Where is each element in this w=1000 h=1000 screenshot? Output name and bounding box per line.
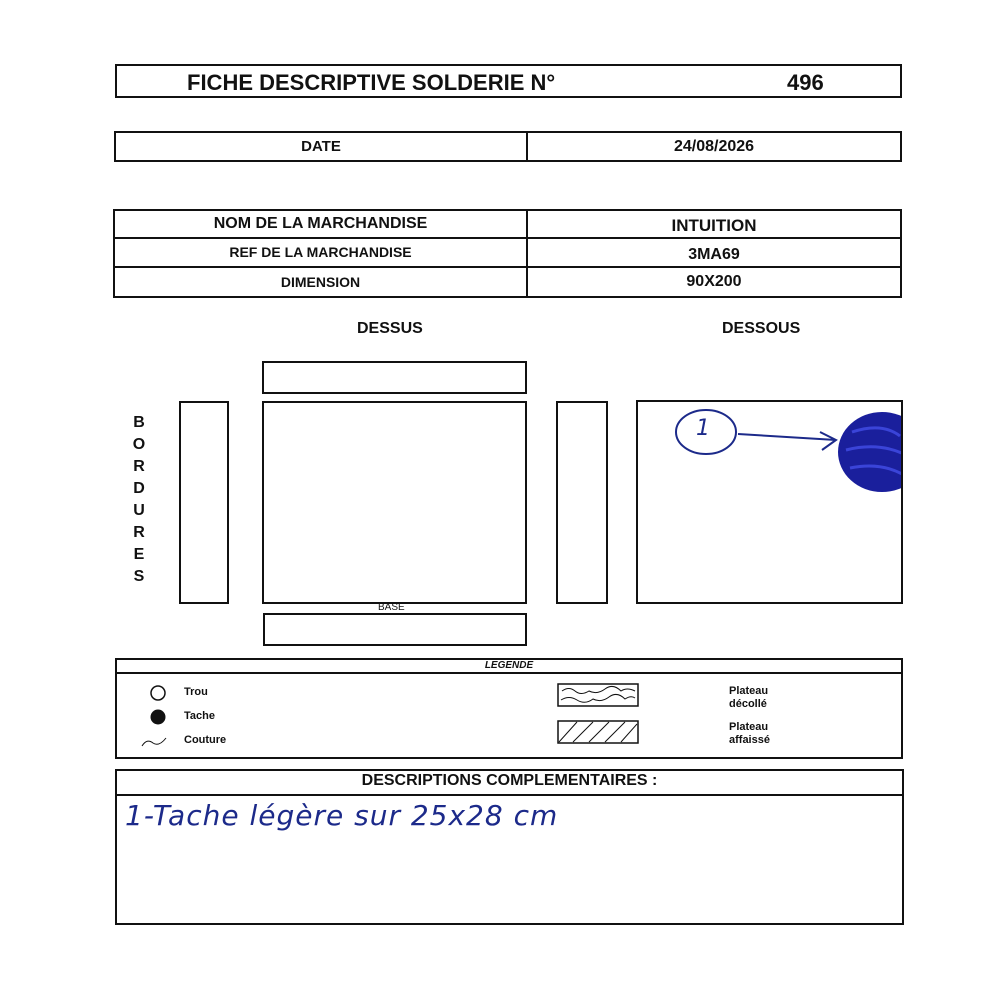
borders-vertical-label: BORDURES (132, 414, 146, 585)
product-table (113, 209, 902, 298)
product-name-value: INTUITION (671, 216, 757, 235)
hatch-pattern-icon (557, 720, 639, 744)
bottom-surface-panel (636, 400, 903, 604)
legend-tache: Tache (184, 710, 215, 722)
top-view-label: DESSUS (357, 320, 423, 337)
legend-trou: Trou (184, 686, 208, 698)
product-dimension-value: 90X200 (686, 272, 742, 290)
legend-plateau-decolle (729, 685, 768, 711)
legend-plateau-affaisse (729, 721, 770, 747)
date-value: 24/08/2026 (673, 137, 755, 155)
filled-circle-icon (149, 708, 167, 726)
legend-couture: Couture (184, 734, 227, 746)
legend-plateau-affaisse-line2: affaissé (729, 734, 770, 746)
descriptions-handwritten-text: 1-Tache légère sur 25x28 cm (125, 799, 559, 832)
date-row (114, 131, 902, 162)
date-label: DATE (301, 138, 341, 155)
empty-circle-icon (149, 684, 167, 702)
base-panel (263, 613, 527, 646)
form-number: 496 (787, 70, 824, 95)
legend-title: LEGENDE (484, 660, 534, 671)
descriptions-box (115, 769, 904, 925)
legend-box (115, 658, 903, 759)
product-name-label: NOM DE LA MARCHANDISE (213, 215, 428, 232)
product-dimension-label: DIMENSION (280, 273, 361, 290)
product-ref-value: 3MA69 (688, 245, 740, 263)
product-ref-label: REF DE LA MARCHANDISE (229, 244, 412, 260)
top-surface-panel (262, 401, 527, 604)
annotation-arrow-icon (738, 432, 836, 450)
legend-plateau-decolle-line2: décollé (729, 698, 767, 710)
right-border-panel (556, 401, 608, 604)
seam-squiggle-icon (141, 736, 167, 748)
wave-pattern-icon (557, 683, 639, 707)
header-box (115, 64, 902, 98)
descriptions-title: DESCRIPTIONS COMPLEMENTAIRES : (361, 772, 658, 789)
stain-annotation (638, 402, 903, 604)
top-border-panel (262, 361, 527, 394)
form-title: FICHE DESCRIPTIVE SOLDERIE N° (187, 70, 556, 95)
bottom-view-label: DESSOUS (722, 320, 801, 337)
left-border-panel (179, 401, 229, 604)
legend-plateau-decolle-line1: Plateau (729, 685, 769, 697)
base-label: BASE (378, 602, 405, 613)
annotation-marker: 1 (696, 416, 710, 441)
stain-mark (838, 412, 903, 492)
legend-plateau-affaisse-line1: Plateau (729, 721, 769, 733)
